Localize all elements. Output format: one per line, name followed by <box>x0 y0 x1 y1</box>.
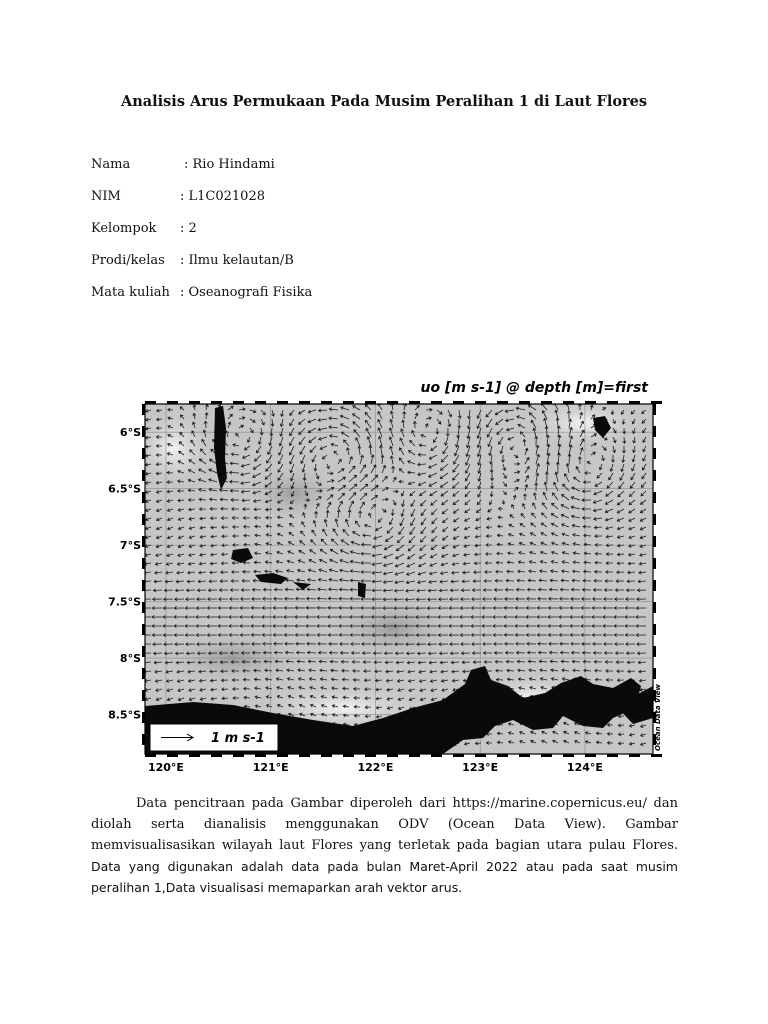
y-tick-label: 6.5°S <box>108 482 141 496</box>
x-tick-label: 122°E <box>357 761 394 774</box>
info-value: : 2 <box>180 221 197 236</box>
info-label: Kelompok <box>91 221 157 236</box>
paragraph-line: peralihan 1,Data visualisasi memaparkan arah vektor arus. <box>91 880 463 895</box>
info-value: : L1C021028 <box>180 189 265 204</box>
info-label: NIM <box>91 189 121 204</box>
paragraph-line: Data pencitraan pada Gambar diperoleh dari https://marine.copernicus.eu/ dan <box>136 796 678 811</box>
info-value: : Ilmu kelautan/B <box>180 253 294 268</box>
info-label: Nama <box>91 157 131 172</box>
y-tick-label: 8.5°S <box>108 708 141 722</box>
island <box>358 582 366 598</box>
current-vector-map-figure <box>108 368 663 778</box>
y-tick-label: 7.5°S <box>108 595 141 609</box>
paragraph-line: Data yang digunakan adalah data pada bulan Maret-April 2022 atau pada saat musim <box>91 859 678 874</box>
map-plot-area <box>133 398 653 754</box>
y-tick-label: 7°S <box>119 539 141 553</box>
paragraph-line: diolah serta dianalisis menggunakan ODV (Ocean Data View). Gambar <box>91 817 678 832</box>
x-tick-label: 124°E <box>566 761 603 774</box>
description-paragraph <box>91 793 678 898</box>
y-tick-label: 6°S <box>119 426 141 440</box>
x-tick-label: 121°E <box>252 761 289 774</box>
info-value: : Oseanografi Fisika <box>180 285 313 300</box>
y-tick-label: 8°S <box>119 652 141 666</box>
map-title: uo [m s-1] @ depth [m]=first <box>420 380 648 396</box>
scale-label: 1 m s-1 <box>211 731 265 746</box>
info-label: Mata kuliah <box>91 285 170 300</box>
document-title: Analisis Arus Permukaan Pada Musim Peralihan 1 di Laut Flores <box>120 93 648 110</box>
paragraph-line: memvisualisasikan wilayah laut Flores yang terletak pada bagian utara pulau Flores. <box>91 838 678 853</box>
x-tick-label: 120°E <box>147 761 184 774</box>
x-tick-label: 123°E <box>462 761 499 774</box>
info-value: : Rio Hindami <box>184 157 275 172</box>
odv-watermark: Ocean Data View <box>654 684 662 751</box>
scale-legend-box <box>150 724 278 751</box>
info-label: Prodi/kelas <box>91 253 165 268</box>
